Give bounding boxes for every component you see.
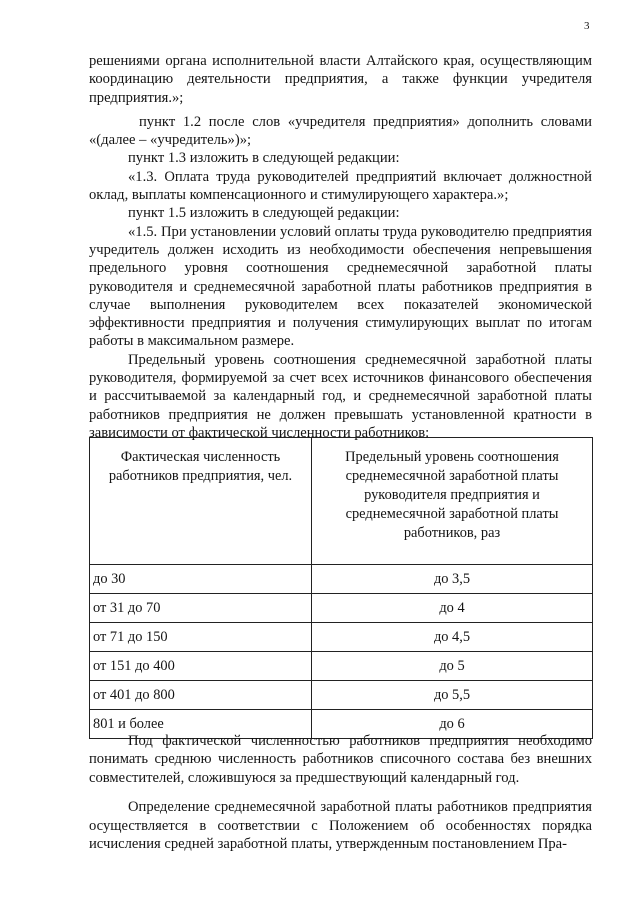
paragraph: пункт 1.5 изложить в следующей редакции: [128,205,400,222]
table-cell: до 3,5 [312,565,593,594]
page-number: 3 [584,20,590,32]
paragraph: решениями органа исполнительной власти Алтайского края, осуществляющим координацию деятельности предприятия, а также функции учредителя предприятия.»; [89,53,592,106]
table-header-cell: Предельный уровень соотношения среднемесячной заработной платы руководителя предприятия и среднемесячной заработной платы работников, раз [312,438,593,565]
table-row [90,565,593,594]
table-header-row [90,438,593,565]
paragraph: Под фактической численностью работников предприятия необходимо понимать среднюю численность работников списочного состава без внешних совместителей, сложившуюся за предшествующий календарный год. [89,733,592,786]
table-cell: до 6 [312,710,593,739]
paragraph: «1.5. При установлении условий оплаты труда руководителю предприятия учредитель должен исходить из необходимости обеспечения непревышения предельного уровня соотношения среднемесячной заработной платы руководителя и среднемесячной заработной платы работников предприятия в случае выполнения руководителем всех показателей экономической эффективности предприятия и получения стимулирующих выплат по итогам работы в максимальном размере. [89,223,592,350]
table-cell: до 5 [312,652,593,681]
table-cell: 801 и более [90,710,312,739]
paragraph: Предельный уровень соотношения среднемесячной заработной платы руководителя, формируемой за счет всех источников финансового обеспечения и рассчитываемой за календарный год, и среднемесячной заработной платы работников предприятия не должен превышать установленной кратности в зависимости от фактической численности работников: [89,351,592,441]
table-cell: до 30 [90,565,312,594]
paragraph: Определение среднемесячной заработной платы работников предприятия осуществляется в соответствии с Положением об особенностях порядка исчисления средней заработной платы, утвержденным постановлением Пра- [89,799,592,853]
table-cell: до 4 [312,594,593,623]
paragraph: «1.3. Оплата труда руководителей предприятий включает должностной оклад, выплаты компенсационного и стимулирующего характера.»; [89,168,592,204]
paragraph: пункт 1.3 изложить в следующей редакции: [128,150,400,167]
table-row [90,681,593,710]
table-cell: от 151 до 400 [90,652,312,681]
table-cell: от 31 до 70 [90,594,312,623]
paragraph: пункт 1.2 после слов «учредителя предприятия» дополнить словами «(далее – «учредитель»)»; [89,113,592,149]
table-row [90,623,593,652]
body-text-bottom [89,732,592,853]
table-cell: от 401 до 800 [90,681,312,710]
table-header-cell: Фактическая численность работников предприятия, чел. [90,438,312,565]
table-cell: до 5,5 [312,681,593,710]
ratio-table [89,437,593,739]
body-text [89,52,592,442]
table-cell: от 71 до 150 [90,623,312,652]
table-row [90,594,593,623]
table-row [90,652,593,681]
table-cell: до 4,5 [312,623,593,652]
